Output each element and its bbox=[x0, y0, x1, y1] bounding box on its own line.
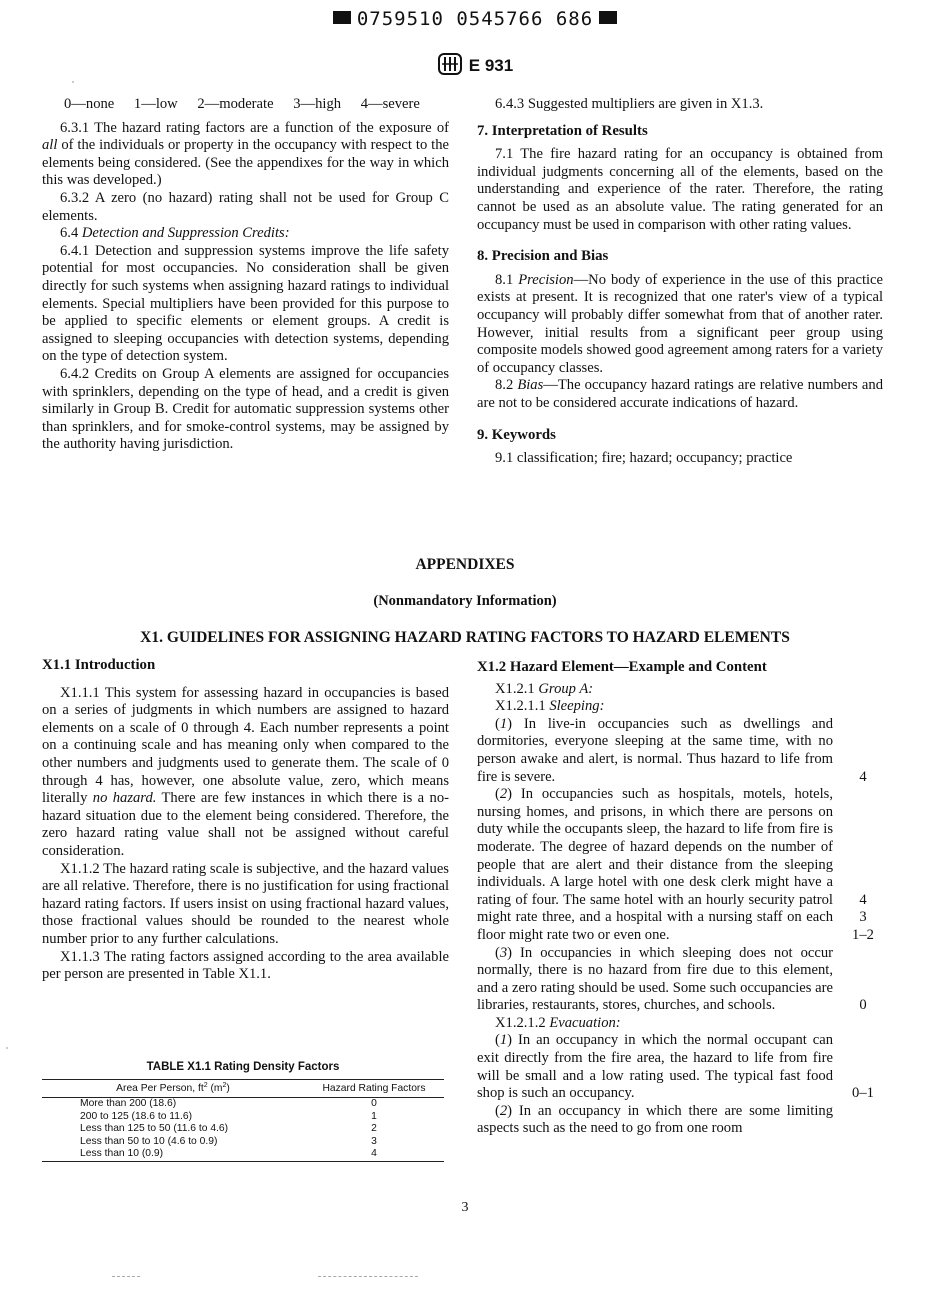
evacuation-item-1: (1) In an occupancy in which the normal occupant can exit directly from the fire area, the hazard to life from fire will be small and a low rating used. The typical fast food shop is such an occupancy. 0–1 bbox=[477, 1032, 883, 1102]
page-header bbox=[0, 52, 950, 76]
right-column-top bbox=[477, 96, 883, 468]
para-8-1: 8.1 Precision—No body of experience in the use of this practice exists at present. It is recognized that one rater's view of a typical occupancy will probably differ somewhat from that of another rater. However, initial results from a significant peer group using composite models showed good agreement among raters for a variety of occupancy classes. bbox=[477, 271, 884, 376]
footer-mark bbox=[112, 1276, 140, 1278]
table-header-factor: Hazard Rating Factors bbox=[304, 1080, 444, 1098]
sleeping-item-3: (3) In occupancies in which sleeping does not occur normally, there is no hazard from fire due to this element, and a zero rating should be used. Some such occupancies are libraries, restaurants, stores, churches, and schools. 0 bbox=[477, 945, 883, 1015]
para-6-4-2: 6.4.2 Credits on Group A elements are assigned for occupancies with sprinklers, depending on the type of head, and a credit is given similarly in Group B. Credit for automatic suppression systems other than sprinklers, and for smoke-control systems, may be assigned by the authority having jurisdiction. bbox=[42, 365, 449, 453]
para-x1-2-1-2: X1.2.1.2 Evacuation: bbox=[495, 1014, 621, 1031]
table-header-area: Area Per Person, $ft^2$ $(m^2)$ bbox=[42, 1080, 304, 1098]
table-row: Less than 50 to 10 (4.6 to 0.9) 3 bbox=[80, 1135, 377, 1147]
margin-speck bbox=[72, 81, 74, 83]
footer-mark bbox=[318, 1276, 418, 1278]
para-9-1: 9.1 classification; fire; hazard; occupancy; practice bbox=[495, 450, 793, 467]
rating-density-table bbox=[42, 1079, 444, 1162]
left-column-top bbox=[42, 96, 449, 454]
rating-value: 4 bbox=[859, 768, 867, 785]
para-x1-2-1-1: X1.2.1.1 Sleeping: bbox=[495, 698, 605, 715]
table-header-row bbox=[42, 1080, 444, 1098]
x1-2-heading: X1.2 Hazard Element—Example and Content bbox=[477, 659, 767, 675]
para-8-2: 8.2 Bias—The occupancy hazard ratings are relative numbers and are not to be considered accurate indications of hazard. bbox=[477, 377, 884, 411]
astm-logo-icon bbox=[437, 52, 463, 76]
barcode-text: 0759510 0545766 686 bbox=[356, 8, 594, 30]
para-x1-1-2: X1.1.2 The hazard rating scale is subjective, and the hazard values are all relative. Therefore, there is no justification for using fractional hazard rating factors. If users insist on using fractional hazard values, those fractional values should be rounded to the nearest whole number prior to any further calculations. bbox=[42, 860, 449, 947]
sleeping-item-1: (1) In live-in occupancies such as dwellings and dormitories, everyone sleeping at the same time, with no person awake and alert, is normal. Thus hazard to life from fire is severe. 4 bbox=[477, 716, 883, 786]
rating-value: 0–1 bbox=[852, 1085, 874, 1102]
x1-1-heading: X1.1 Introduction bbox=[42, 657, 156, 673]
barcode-block-left-icon bbox=[333, 11, 351, 24]
rating-values: 4 3 1–2 bbox=[852, 891, 874, 943]
para-x1-1-3: X1.1.3 The rating factors assigned according to the area available per person are presented in Table X1.1. bbox=[42, 948, 449, 983]
table-x1-1 bbox=[42, 1061, 444, 1162]
section-7-heading: 7. Interpretation of Results bbox=[477, 122, 648, 139]
para-6-4-1: 6.4.1 Detection and suppression systems improve the life safety potential for most occupancies. No consideration shall be given directly for such systems when assigning hazard ratings to individual elements. Special multipliers have been provided for this purpose to be applied to specific elements or element groups. A credit is assigned to sleeping occupancies with detection systems, depending on the type of detection system. bbox=[42, 242, 449, 365]
rating-value: 0 bbox=[859, 997, 867, 1014]
para-7-1: 7.1 The fire hazard rating for an occupancy is obtained from individual judgments concerning all of the elements, based on the understanding and experience of the rater. Therefore, the rating cannot be used as an absolute value. The rating generated for an occupancy must be used in comparison with other rating values. bbox=[477, 146, 883, 233]
x1-title: X1. GUIDELINES FOR ASSIGNING HAZARD RATING FACTORS TO HAZARD ELEMENTS bbox=[140, 629, 790, 646]
document-designation: E 931 bbox=[468, 56, 514, 75]
para-x1-1-1: X1.1.1 This system for assessing hazard in occupancies is based on a series of judgments in which numbers are assigned to hazard elements on a scale of 0 through 4. Each number represents a point on a continuing scale and has meaning only when compared to the other numbers and judgments used to generate them. The scale of 0 through 4 has, however, one absolute value, zero, which means literally no hazard. There are few instances in which there is a no-hazard situation due to the element being considered. Therefore, the zero hazard rating value shall not be assigned without careful consideration. bbox=[42, 684, 449, 859]
para-6-3-2: 6.3.2 A zero (no hazard) rating shall not be used for Group C elements. bbox=[42, 189, 449, 224]
table-row: Less than 125 to 50 (11.6 to 4.6) 2 bbox=[80, 1123, 377, 1134]
document-barcode bbox=[0, 8, 950, 30]
scale-1: 1—low bbox=[133, 96, 178, 112]
section-8-heading: 8. Precision and Bias bbox=[477, 248, 609, 265]
scale-3: 3—high bbox=[293, 96, 342, 112]
section-9-heading: 9. Keywords bbox=[477, 426, 556, 443]
appendixes-title: APPENDIXES bbox=[415, 556, 515, 573]
margin-speck bbox=[6, 1047, 8, 1049]
table-row: More than 200 (18.6) 0 bbox=[80, 1098, 377, 1109]
para-6-4-3: 6.4.3 Suggested multipliers are given in X1.3. bbox=[495, 96, 764, 112]
page-number: 3 bbox=[461, 1200, 469, 1215]
scale-0: 0—none bbox=[64, 96, 115, 112]
evacuation-item-2: (2) In an occupancy in which there are some limiting aspects such as the need to go from one room bbox=[477, 1102, 833, 1137]
table-row: 200 to 125 (18.6 to 11.6) 1 bbox=[80, 1110, 377, 1122]
para-6-3-1: 6.3.1 The hazard rating factors are a function of the exposure of all of the individuals or property in the occupancy with respect to the elements being considered. (See the appendixes for the way in which this was developed.) bbox=[42, 119, 449, 189]
table-title: TABLE X1.1 Rating Density Factors bbox=[146, 1061, 340, 1073]
scale-4: 4—severe bbox=[360, 96, 420, 112]
table-row: Less than 10 (0.9) 4 bbox=[42, 1148, 444, 1161]
para-6-4: 6.4 Detection and Suppression Credits: bbox=[60, 225, 290, 242]
x1-2-column bbox=[477, 659, 883, 1138]
x1-1-column bbox=[42, 657, 449, 984]
appendixes-subtitle: (Nonmandatory Information) bbox=[373, 593, 557, 609]
scale-2: 2—moderate bbox=[197, 96, 274, 112]
rating-scale bbox=[42, 96, 449, 114]
sleeping-item-2: (2) In occupancies such as hospitals, motels, hotels, nursing homes, and prisons, in which there are persons on duty while the occupants sleep, the hazard to life from fire is moderate. The degree of hazard depends on the number of people that are alert and their distance from the sleeping individuals. A large hotel with one desk clerk might have a rating of four. The same hotel with an hourly security patrol might rate three, and a hospital with a nursing staff on each floor might rate two or even one. 4 3 1–2 bbox=[477, 786, 883, 944]
para-x1-2-1: X1.2.1 Group A: bbox=[495, 680, 594, 697]
barcode-block-right-icon bbox=[599, 11, 617, 24]
